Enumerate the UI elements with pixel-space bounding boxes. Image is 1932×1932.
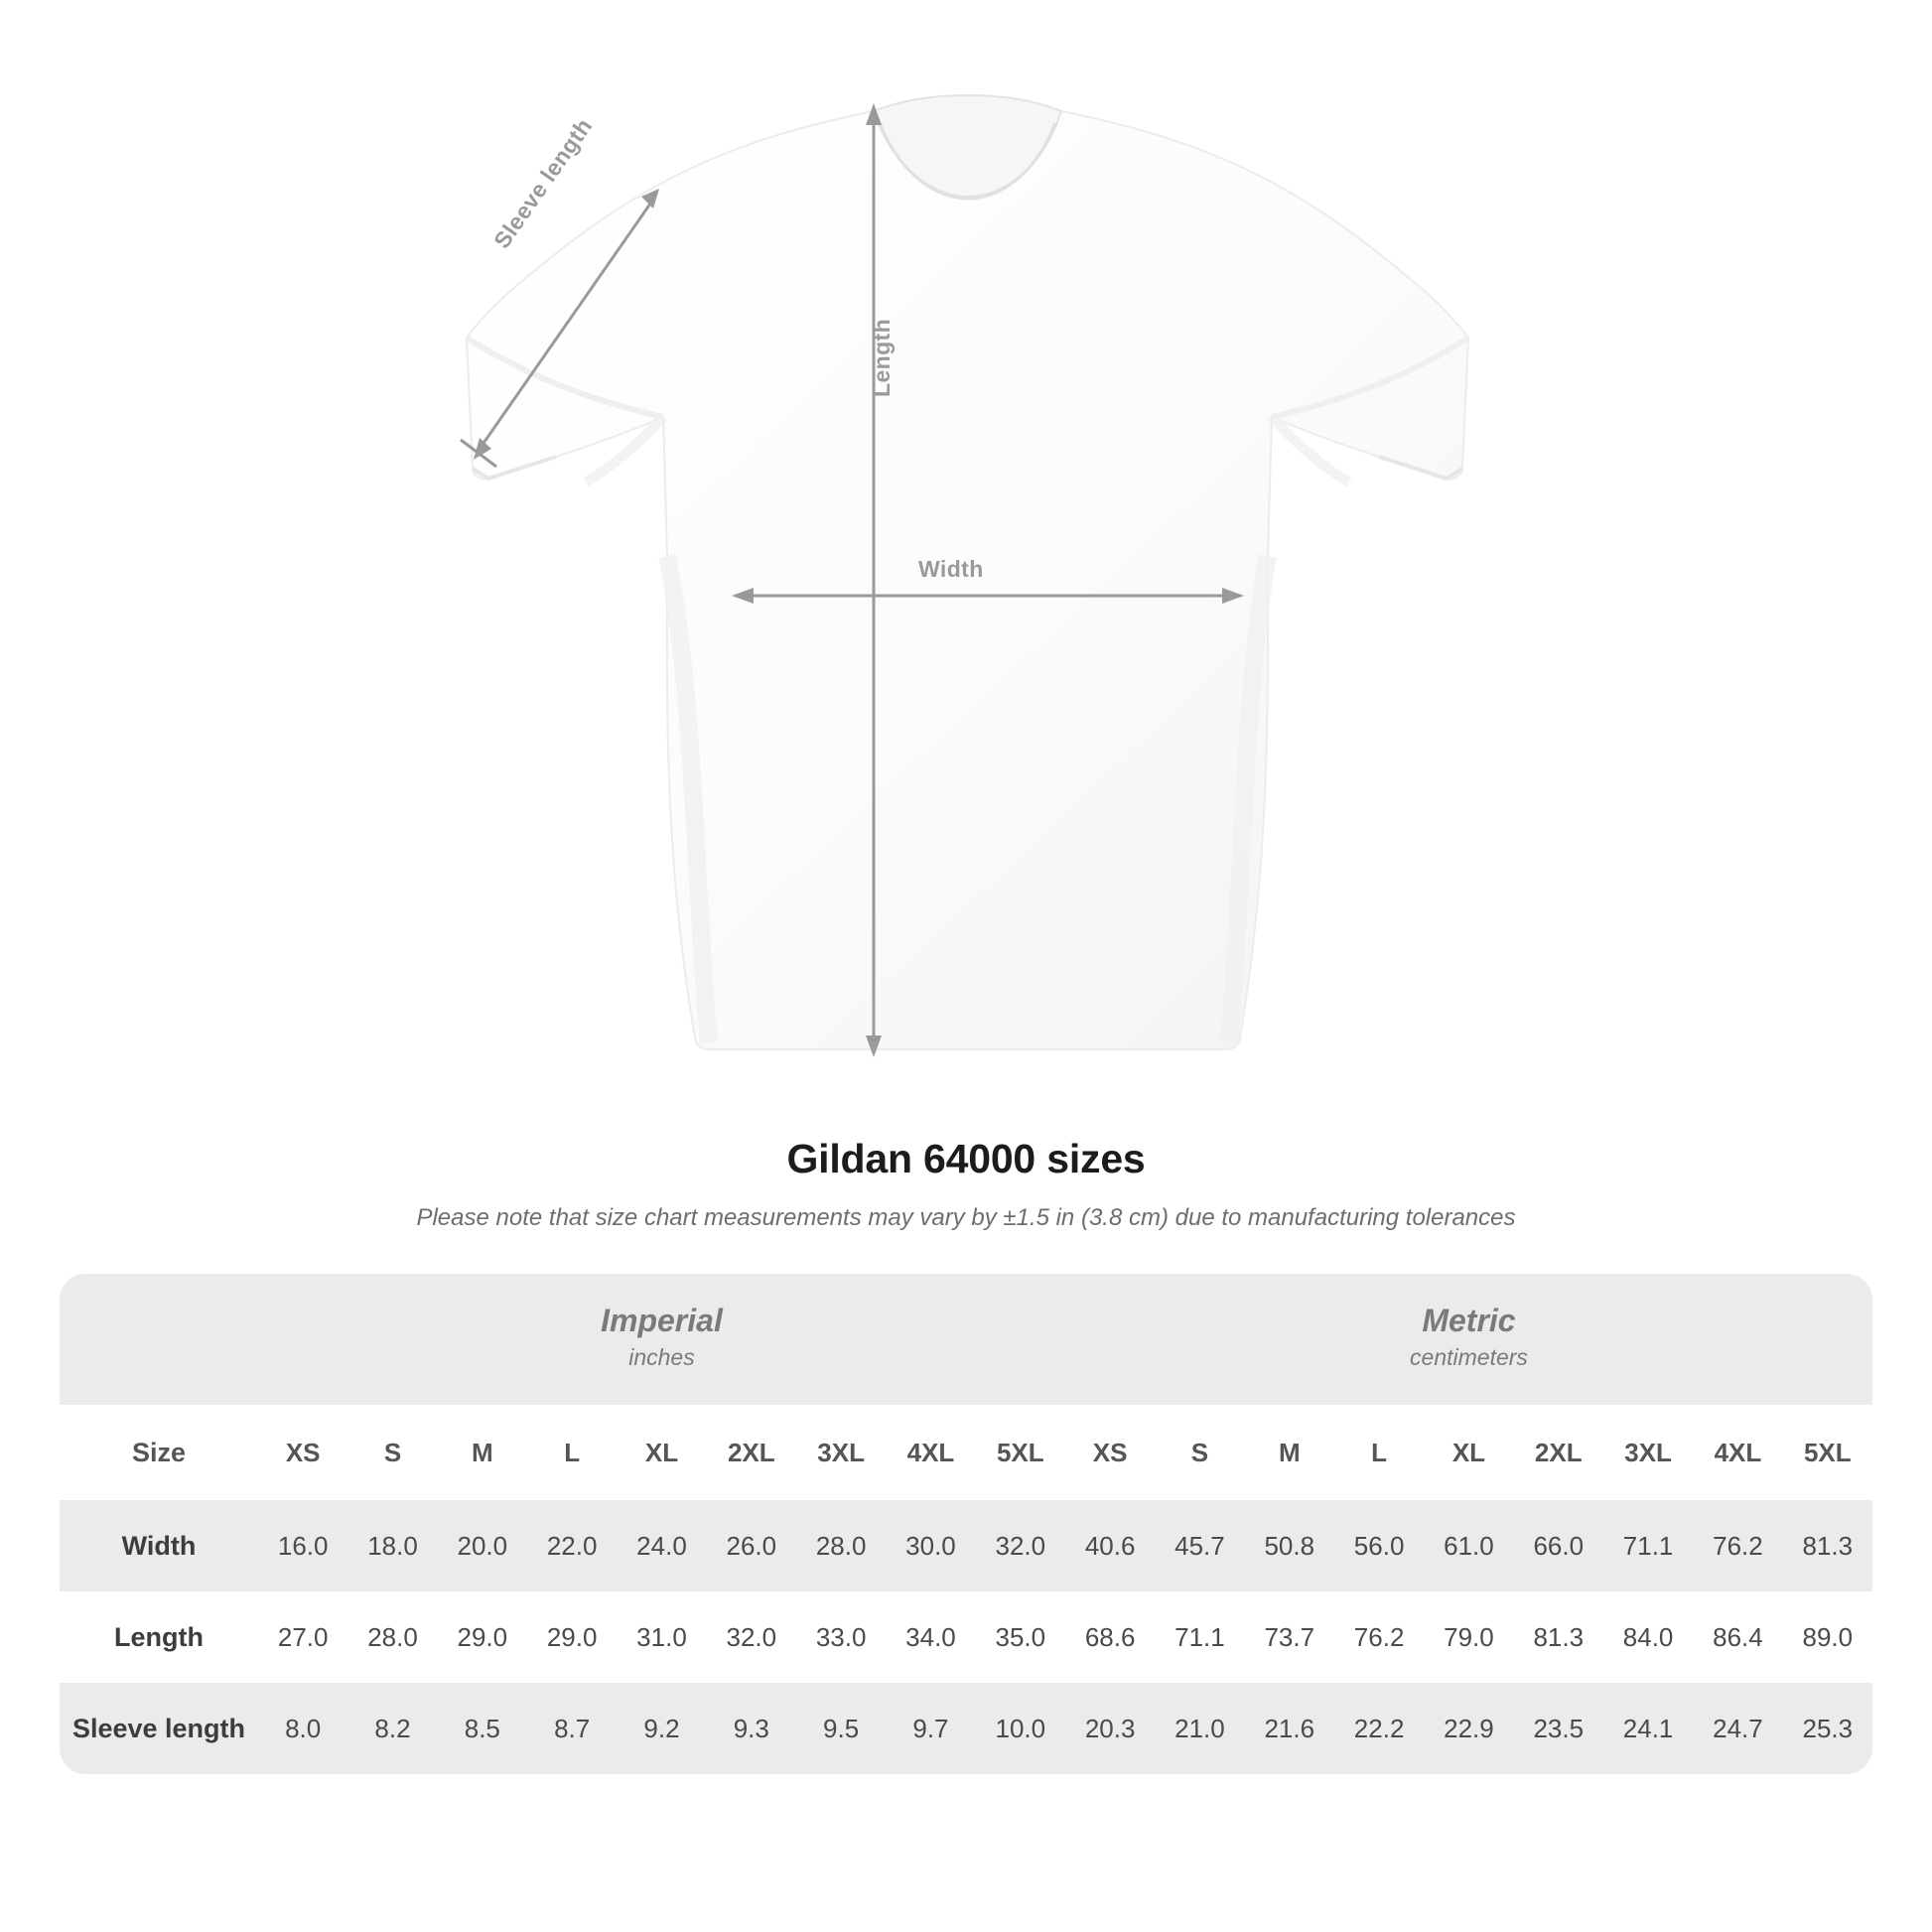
size-header-metric-l: L — [1334, 1405, 1424, 1500]
width-metric-2xl: 66.0 — [1514, 1500, 1603, 1591]
size-header-metric-s: S — [1155, 1405, 1244, 1500]
sleeve-imperial-l: 8.7 — [527, 1683, 617, 1774]
row-label-sleeve-length: Sleeve length — [60, 1683, 258, 1774]
sleeve-metric-s: 21.0 — [1155, 1683, 1244, 1774]
length-imperial-m: 29.0 — [438, 1591, 527, 1683]
width-imperial-xl: 24.0 — [617, 1500, 706, 1591]
size-header-imperial-4xl: 4XL — [886, 1405, 975, 1500]
width-imperial-5xl: 32.0 — [976, 1500, 1065, 1591]
size-header-metric-2xl: 2XL — [1514, 1405, 1603, 1500]
sleeve-metric-l: 22.2 — [1334, 1683, 1424, 1774]
size-header-imperial-m: M — [438, 1405, 527, 1500]
width-metric-xs: 40.6 — [1065, 1500, 1155, 1591]
size-column-header: Size — [60, 1405, 258, 1500]
width-metric-l: 56.0 — [1334, 1500, 1424, 1591]
width-imperial-4xl: 30.0 — [886, 1500, 975, 1591]
length-imperial-4xl: 34.0 — [886, 1591, 975, 1683]
width-dimension-label: Width — [918, 556, 984, 582]
size-header-metric-4xl: 4XL — [1693, 1405, 1782, 1500]
size-header-metric-xs: XS — [1065, 1405, 1155, 1500]
imperial-unit-header — [258, 1274, 1065, 1405]
table-row — [60, 1500, 1872, 1591]
unit-header-row — [60, 1274, 1872, 1405]
sleeve-imperial-xl: 9.2 — [617, 1683, 706, 1774]
sleeve-imperial-m: 8.5 — [438, 1683, 527, 1774]
width-metric-5xl: 81.3 — [1783, 1500, 1872, 1591]
table-row — [60, 1683, 1872, 1774]
size-header-imperial-xs: XS — [258, 1405, 347, 1500]
length-metric-5xl: 89.0 — [1783, 1591, 1872, 1683]
sleeve-metric-xl: 22.9 — [1424, 1683, 1513, 1774]
sleeve-imperial-2xl: 9.3 — [707, 1683, 796, 1774]
width-metric-m: 50.8 — [1245, 1500, 1334, 1591]
sleeve-metric-2xl: 23.5 — [1514, 1683, 1603, 1774]
length-metric-xl: 79.0 — [1424, 1591, 1513, 1683]
length-imperial-s: 28.0 — [347, 1591, 437, 1683]
sleeve-metric-m: 21.6 — [1245, 1683, 1334, 1774]
length-imperial-2xl: 32.0 — [707, 1591, 796, 1683]
sleeve-imperial-s: 8.2 — [347, 1683, 437, 1774]
size-header-imperial-xl: XL — [617, 1405, 706, 1500]
size-header-imperial-3xl: 3XL — [796, 1405, 886, 1500]
size-header-row — [60, 1405, 1872, 1500]
size-header-metric-5xl: 5XL — [1783, 1405, 1872, 1500]
length-imperial-xs: 27.0 — [258, 1591, 347, 1683]
page-title: Gildan 64000 sizes — [786, 1136, 1146, 1181]
unit-row-spacer — [60, 1274, 258, 1405]
width-imperial-3xl: 28.0 — [796, 1500, 886, 1591]
sleeve-metric-3xl: 24.1 — [1603, 1683, 1693, 1774]
length-imperial-5xl: 35.0 — [976, 1591, 1065, 1683]
length-metric-s: 71.1 — [1155, 1591, 1244, 1683]
width-metric-xl: 61.0 — [1424, 1500, 1513, 1591]
size-header-imperial-s: S — [347, 1405, 437, 1500]
length-metric-2xl: 81.3 — [1514, 1591, 1603, 1683]
size-table-container — [60, 1274, 1872, 1774]
sleeve-metric-xs: 20.3 — [1065, 1683, 1155, 1774]
size-header-imperial-5xl: 5XL — [976, 1405, 1065, 1500]
width-imperial-xs: 16.0 — [258, 1500, 347, 1591]
length-imperial-3xl: 33.0 — [796, 1591, 886, 1683]
row-label-width: Width — [60, 1500, 258, 1591]
length-imperial-xl: 31.0 — [617, 1591, 706, 1683]
tolerance-note: Please note that size chart measurements may vary by ±1.5 in (3.8 cm) due to manufacturing tolerances — [416, 1204, 1516, 1231]
imperial-label: Imperial — [601, 1303, 723, 1339]
size-header-metric-m: M — [1245, 1405, 1334, 1500]
length-imperial-l: 29.0 — [527, 1591, 617, 1683]
length-metric-4xl: 86.4 — [1693, 1591, 1782, 1683]
width-imperial-s: 18.0 — [347, 1500, 437, 1591]
width-imperial-m: 20.0 — [438, 1500, 527, 1591]
sleeve-metric-4xl: 24.7 — [1693, 1683, 1782, 1774]
width-metric-3xl: 71.1 — [1603, 1500, 1693, 1591]
width-imperial-l: 22.0 — [527, 1500, 617, 1591]
length-dimension-label: Length — [869, 318, 895, 397]
sleeve-metric-5xl: 25.3 — [1783, 1683, 1872, 1774]
sleeve-imperial-xs: 8.0 — [258, 1683, 347, 1774]
size-table — [60, 1274, 1872, 1774]
size-header-imperial-2xl: 2XL — [707, 1405, 796, 1500]
imperial-sublabel: inches — [628, 1344, 695, 1370]
size-header-metric-3xl: 3XL — [1603, 1405, 1693, 1500]
sleeve-imperial-3xl: 9.5 — [796, 1683, 886, 1774]
size-header-metric-xl: XL — [1424, 1405, 1513, 1500]
sleeve-imperial-4xl: 9.7 — [886, 1683, 975, 1774]
metric-unit-header — [1065, 1274, 1872, 1405]
length-metric-xs: 68.6 — [1065, 1591, 1155, 1683]
size-header-imperial-l: L — [527, 1405, 617, 1500]
metric-sublabel: centimeters — [1410, 1344, 1528, 1370]
width-metric-4xl: 76.2 — [1693, 1500, 1782, 1591]
length-metric-l: 76.2 — [1334, 1591, 1424, 1683]
length-metric-m: 73.7 — [1245, 1591, 1334, 1683]
length-metric-3xl: 84.0 — [1603, 1591, 1693, 1683]
sleeve-length-dimension-label: Sleeve length — [488, 113, 598, 253]
width-metric-s: 45.7 — [1155, 1500, 1244, 1591]
width-imperial-2xl: 26.0 — [707, 1500, 796, 1591]
metric-label: Metric — [1422, 1303, 1516, 1339]
title-block — [0, 1136, 1932, 1232]
row-label-length: Length — [60, 1591, 258, 1683]
sleeve-imperial-5xl: 10.0 — [976, 1683, 1065, 1774]
table-row — [60, 1591, 1872, 1683]
